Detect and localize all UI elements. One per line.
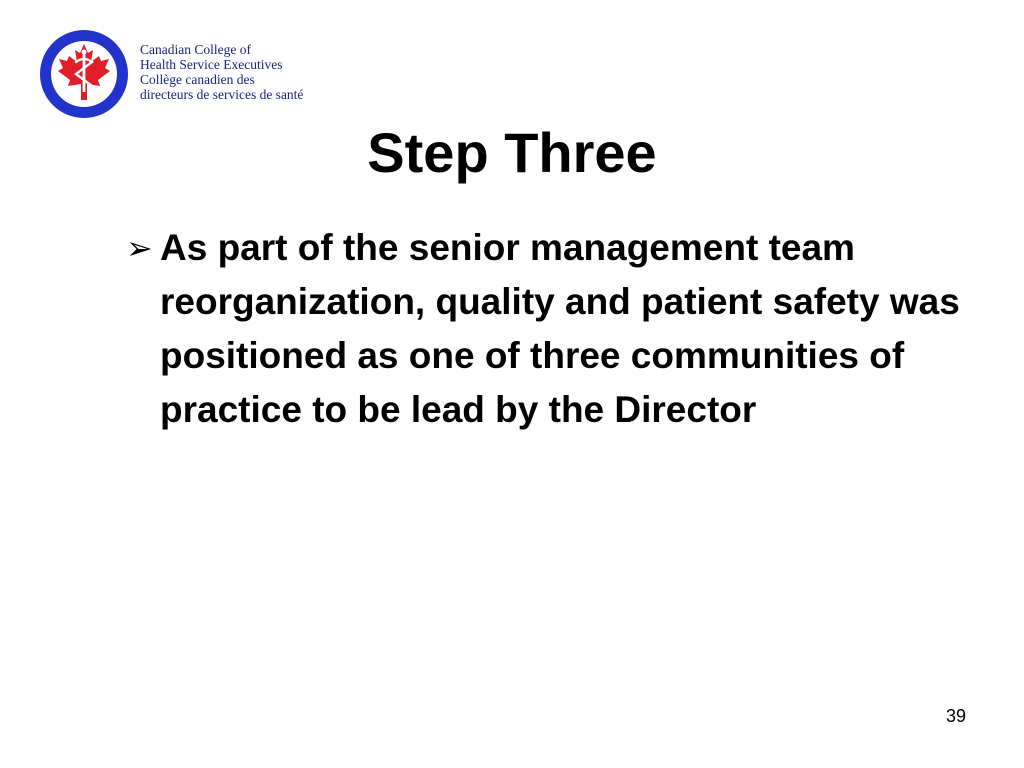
organization-name-line-3: Collège canadien des [140, 72, 255, 87]
page-number: 39 [945, 706, 966, 726]
bullet-text: As part of the senior management team reorganization, quality and patient safety was positioned as one of three communities of practice to be lead by the Director [160, 227, 960, 430]
organization-name [140, 42, 303, 102]
organization-name-line-4: directeurs de services de santé [140, 87, 304, 102]
college-logo-icon [38, 28, 130, 120]
organization-name-line-1: Canadian College of [140, 42, 251, 57]
slide-title: Step Three [367, 121, 657, 184]
arrow-bullet-icon: ➢ [126, 230, 153, 266]
bullet-list [126, 221, 986, 437]
bullet-item [126, 221, 986, 437]
organization-name-line-2: Health Service Executives [140, 57, 283, 72]
